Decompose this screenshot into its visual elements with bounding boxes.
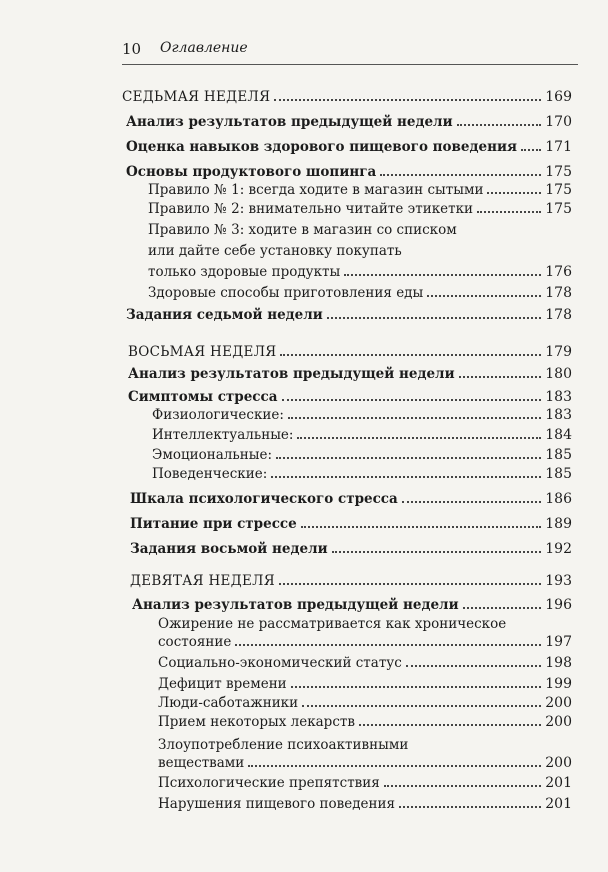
- toc-subentry: веществами 200: [158, 755, 572, 771]
- toc-entry: Основы продуктового шопинга 175: [126, 164, 572, 180]
- toc-subentry: Физиологические: 183: [152, 407, 572, 423]
- toc-entry: Задания восьмой недели 192: [130, 541, 572, 557]
- toc-entry: Симптомы стресса 183: [128, 389, 572, 405]
- toc-subentry: Здоровые способы приготовления еды 178: [148, 285, 572, 301]
- toc-part-week-8: ВОСЬМАЯ НЕДЕЛЯ 179: [128, 344, 572, 360]
- toc-subentry: Нарушения пищевого поведения 201: [158, 796, 572, 812]
- toc-part-week-9: ДЕВЯТАЯ НЕДЕЛЯ 193: [130, 573, 572, 589]
- toc-entry: Анализ результатов предыдущей недели 196: [132, 597, 572, 613]
- toc-subentry: Эмоциональные: 185: [152, 447, 572, 463]
- toc-subentry: состояние 197: [158, 634, 572, 650]
- toc-subentry: Прием некоторых лекарств 200: [158, 714, 572, 730]
- toc-subentry-line: Ожирение не рассматривается как хроническое: [158, 616, 507, 632]
- toc-subentry: Правило № 1: всегда ходите в магазин сытыми 175: [148, 182, 572, 198]
- toc-subentry-line: Злоупотребление психоактивными: [158, 737, 409, 753]
- toc-subentry: Поведенческие: 185: [152, 466, 572, 482]
- toc-subentry: Дефицит времени 199: [158, 676, 572, 692]
- toc-entry: Шкала психологического стресса 186: [130, 491, 572, 507]
- toc-subentry: Интеллектуальные: 184: [152, 427, 572, 443]
- toc-entry: Анализ результатов предыдущей недели 180: [128, 366, 572, 382]
- running-title: Оглавление: [160, 40, 248, 56]
- toc-part-week-7: СЕДЬМАЯ НЕДЕЛЯ 169: [122, 89, 572, 105]
- toc-subentry: Правило № 2: внимательно читайте этикетки 175: [148, 201, 572, 217]
- toc-subentry: Люди-саботажники 200: [158, 695, 572, 711]
- toc-subentry: Социально-экономический статус 198: [158, 655, 572, 671]
- toc-entry: Питание при стрессе 189: [130, 516, 572, 532]
- toc-entry: Анализ результатов предыдущей недели 170: [126, 114, 572, 130]
- toc-entry: Задания седьмой недели 178: [126, 307, 572, 323]
- toc-subentry: Психологические препятствия 201: [158, 775, 572, 791]
- toc-subentry-line: Правило № 3: ходите в магазин со списком: [148, 222, 457, 238]
- toc-subentry: только здоровые продукты 176: [148, 264, 572, 280]
- page-number: 10: [122, 40, 142, 58]
- toc-entry: Оценка навыков здорового пищевого поведения 171: [126, 139, 572, 155]
- toc-subentry-line: или дайте себе установку покупать: [148, 243, 402, 259]
